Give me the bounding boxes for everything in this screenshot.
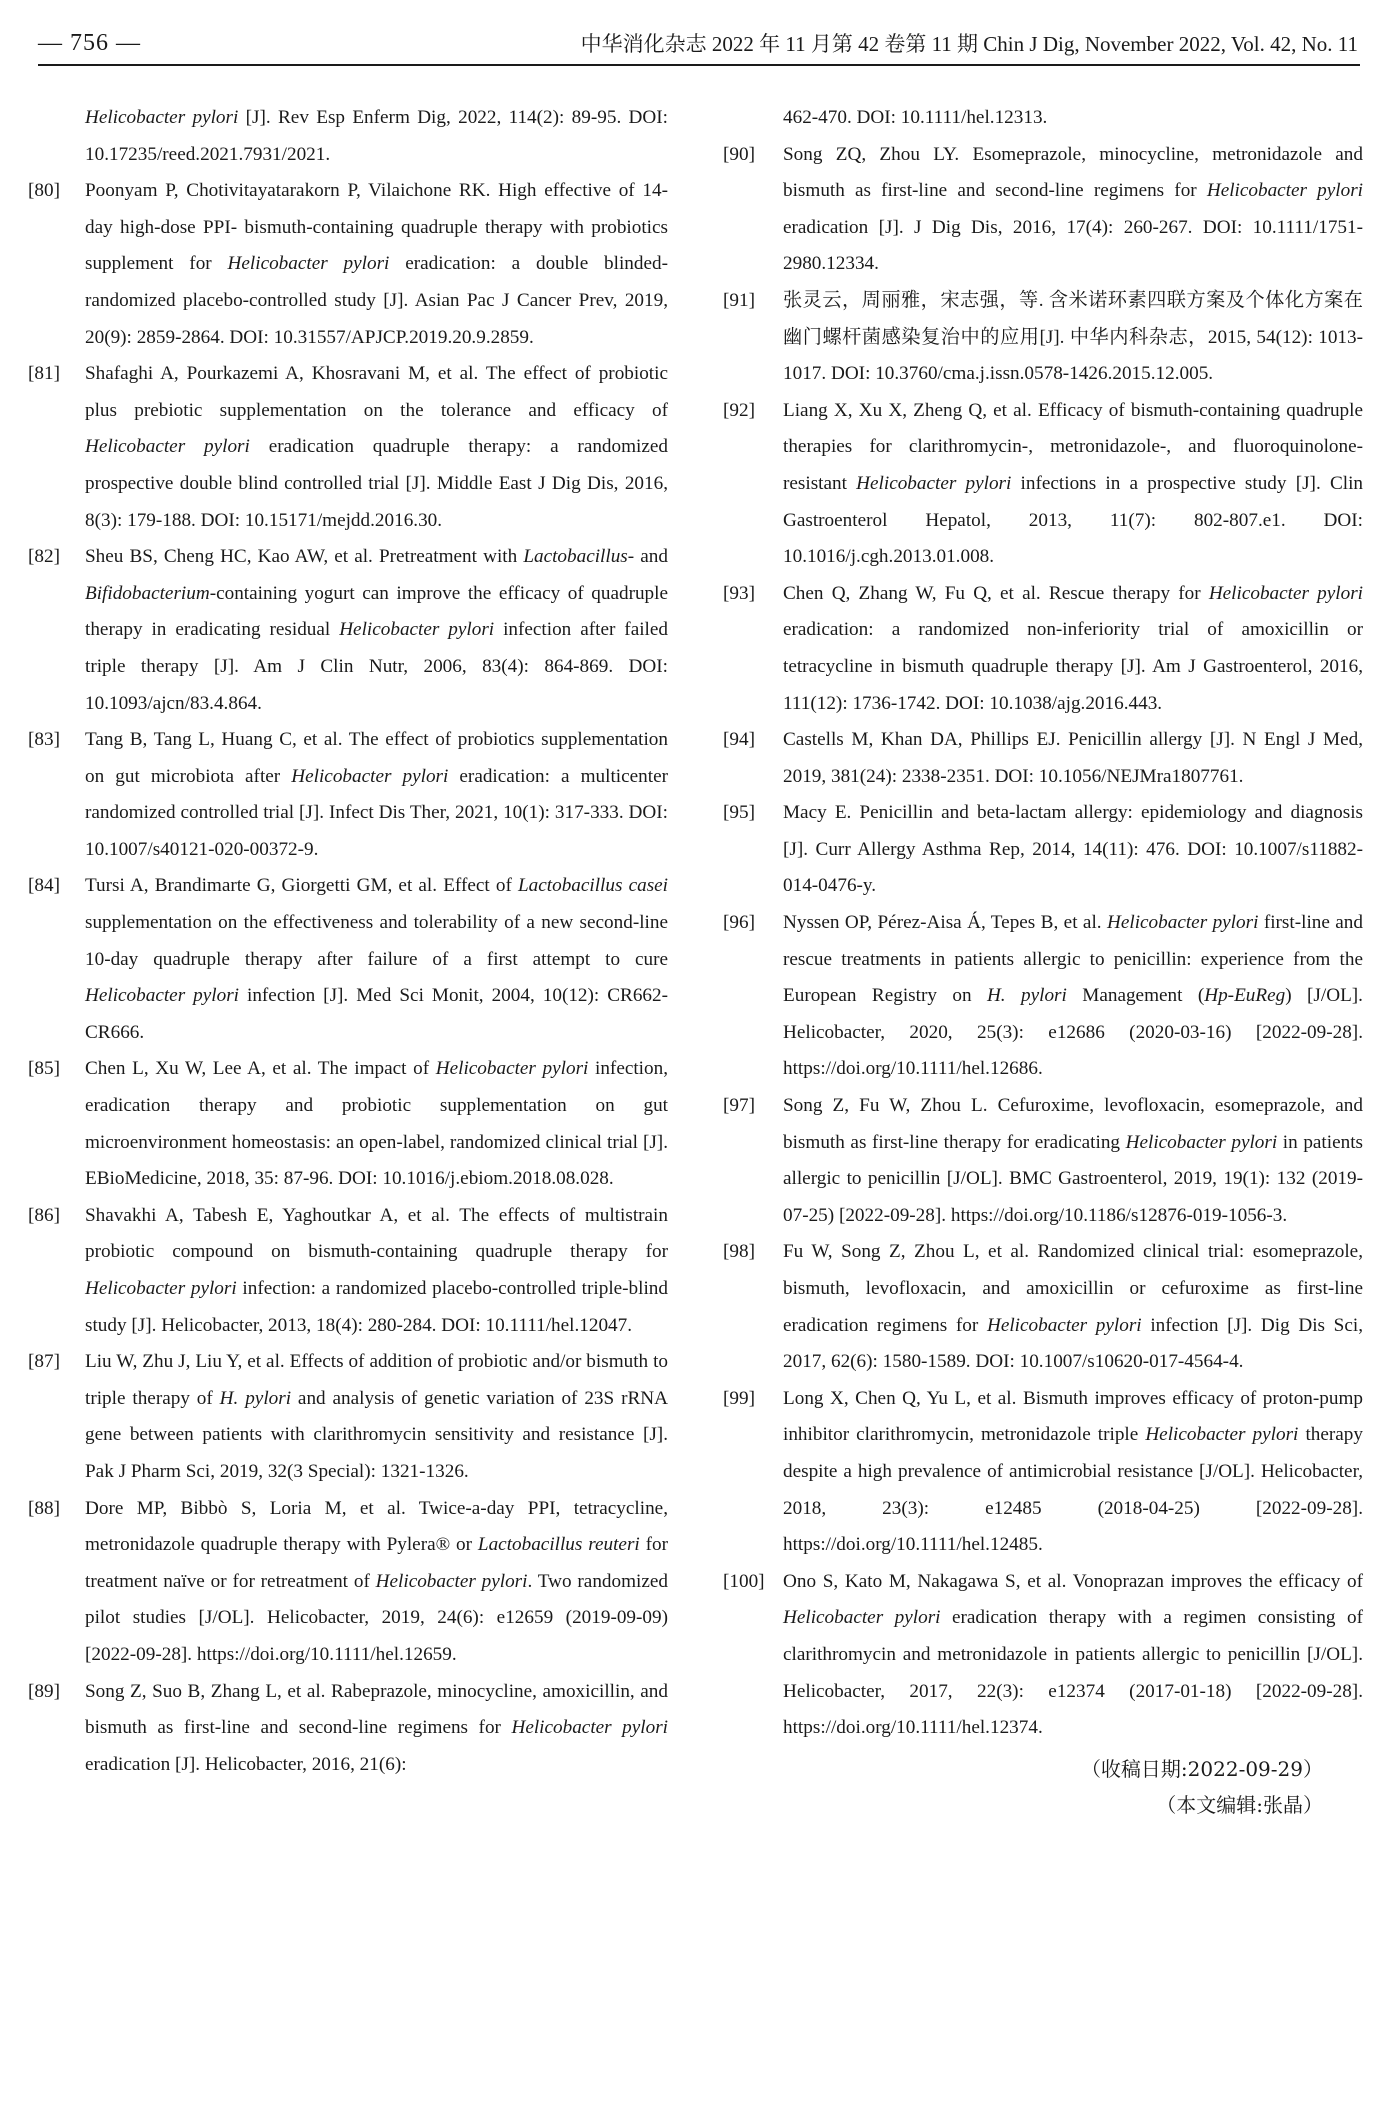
reference-text: Macy E. Penicillin and beta-lactam allergy: epidemiology and diagnosis [J]. Curr Allergy Asthma Rep, 2014, 14(11): 476. DOI: 10.1007/s11882-014-0476-y. [783,802,1363,897]
reference-entry [28,1198,668,1344]
reference-entry [28,868,668,1051]
reference-text: Dore MP, Bibbò S, Loria M, et al. Twice-a-day PPI, tetracycline, metronidazole quadruple therapy with Pylera® or Lactobacillus reuteri for treatment naïve or for retreatment of Helicobacter pylori. Two randomized pilot studies [J/OL]. Helicobacter, 2019, 24(6): e12659 (2019-09-09) [2022-09-28]. https://doi.org/10.1111/hel.12659. [85,1497,668,1665]
left-column [28,100,668,1783]
reference-text: Song Z, Suo B, Zhang L, et al. Rabeprazole, minocycline, amoxicillin, and bismuth as first-line and second-line regimens for Helicobacter pylori eradication [J]. Helicobacter, 2016, 21(6): [85,1680,668,1775]
reference-entry [723,283,1363,393]
reference-text: 462-470. DOI: 10.1111/hel.12313. [783,107,1048,128]
reference-text: Castells M, Khan DA, Phillips EJ. Penicillin allergy [J]. N Engl J Med, 2019, 381(24): 2338-2351. DOI: 10.1056/NEJMra1807761. [783,729,1363,787]
reference-text: Poonyam P, Chotivitayatarakorn P, Vilaichone RK. High effective of 14-day high-dose PPI- bismuth-containing quadruple therapy with probiotics supplement for Helicobacter pylori eradication: a double blinded-randomized placebo-controlled study [J]. Asian Pac J Cancer Prev, 2019, 20(9): 2859-2864. DOI: 10.31557/APJCP.2019.20.9.2859. [85,180,668,348]
reference-entry [723,1564,1363,1747]
page-number: — 756 — [38,30,141,56]
article-footer [1081,1751,1323,1823]
reference-number: [99] [723,1387,755,1409]
reference-entry [723,576,1363,722]
reference-text: Chen Q, Zhang W, Fu Q, et al. Rescue therapy for Helicobacter pylori eradication: a randomized non-inferiority trial of amoxicillin or tetracycline in bismuth quadruple therapy [J]. Am J Gastroenterol, 2016, 111(12): 1736-1742. DOI: 10.1038/ajg.2016.443. [783,582,1363,714]
reference-number: [83] [28,729,60,751]
reference-entry [723,905,1363,1088]
reference-number: [82] [28,546,60,568]
reference-number: [90] [723,143,755,165]
reference-text: Song Z, Fu W, Zhou L. Cefuroxime, levofloxacin, esomeprazole, and bismuth as first-line therapy for eradicating Helicobacter pylori in patients allergic to penicillin [J/OL]. BMC Gastroenterol, 2019, 19(1): 132 (2019-07-25) [2022-09-28]. https://doi.org/10.1186/s12876-019-1056-3. [783,1095,1363,1226]
reference-entry [28,173,668,356]
reference-entry [28,722,668,868]
reference-text: Nyssen OP, Pérez-Aisa Á, Tepes B, et al. Helicobacter pylori first-line and rescue treatments in patients allergic to penicillin: experience from the European Registry on H. pylori Management (Hp-EuReg) [J/OL]. Helicobacter, 2020, 25(3): e12686 (2020-03-16) [2022-09-28]. https://doi.org/10.1111/hel.12686. [783,912,1363,1080]
reference-continuation [723,100,1363,137]
reference-entry [28,539,668,722]
reference-text: Shafaghi A, Pourkazemi A, Khosravani M, et al. The effect of probiotic plus prebiotic supplementation on the tolerance and efficacy of Helicobacter pylori eradication quadruple therapy: a randomized prospective double blind controlled trial [J]. Middle East J Dig Dis, 2016, 8(3): 179-188. DOI: 10.15171/mejdd.2016.30. [85,363,669,531]
right-column [723,100,1363,1747]
reference-text: Tursi A, Brandimarte G, Giorgetti GM, et al. Effect of Lactobacillus casei supplementation on the effectiveness and tolerability of a new second-line 10-day quadruple therapy after failure of a first attempt to cure Helicobacter pylori infection [J]. Med Sci Monit, 2004, 10(12): CR662-CR666. [85,875,669,1043]
reference-text: Fu W, Song Z, Zhou L, et al. Randomized clinical trial: esomeprazole, bismuth, levofloxacin, and amoxicillin or cefuroxime as first-line eradication regimens for Helicobacter pylori infection [J]. Dig Dis Sci, 2017, 62(6): 1580-1589. DOI: 10.1007/s10620-017-4564-4. [783,1241,1363,1373]
reference-continuation [28,100,668,173]
reference-number: [87] [28,1351,60,1373]
reference-text: Helicobacter pylori [J]. Rev Esp Enferm Dig, 2022, 114(2): 89-95. DOI: 10.17235/reed.2021.7931/2021. [85,107,668,165]
reference-entry [723,1381,1363,1564]
reference-number: [81] [28,363,60,385]
reference-text: Song ZQ, Zhou LY. Esomeprazole, minocycline, metronidazole and bismuth as first-line and second-line regimens for Helicobacter pylori eradication [J]. J Dig Dis, 2016, 17(4): 260-267. DOI: 10.1111/1751-2980.12334. [783,143,1363,275]
reference-entry [28,1674,668,1784]
reference-number: [85] [28,1058,60,1080]
reference-entry [723,795,1363,905]
reference-entry [723,1234,1363,1380]
reference-text: Chen L, Xu W, Lee A, et al. The impact of Helicobacter pylori infection, eradication therapy and probiotic supplementation on gut microenvironment homeostasis: an open-label, randomized clinical trial [J]. EBioMedicine, 2018, 35: 87-96. DOI: 10.1016/j.ebiom.2018.08.028. [85,1058,668,1190]
reference-number: [89] [28,1680,60,1702]
reference-number: [86] [28,1204,60,1226]
reference-text: Sheu BS, Cheng HC, Kao AW, et al. Pretreatment with Lactobacillus- and Bifidobacterium-containing yogurt can improve the efficacy of quadruple therapy in eradicating residual Helicobacter pylori infection after failed triple therapy [J]. Am J Clin Nutr, 2006, 83(4): 864-869. DOI: 10.1093/ajcn/83.4.864. [85,546,668,714]
reference-number: [91] [723,289,755,311]
reference-text: Ono S, Kato M, Nakagawa S, et al. Vonoprazan improves the efficacy of Helicobacter pylori eradication therapy with a regimen consisting of clarithromycin and metronidazole in patients allergic to penicillin [J/OL]. Helicobacter, 2017, 22(3): e12374 (2017-01-18) [2022-09-28]. https://doi.org/10.1111/hel.12374. [783,1570,1364,1739]
reference-number: [97] [723,1095,755,1117]
reference-entry [28,1491,668,1674]
header-rule [38,64,1360,66]
journal-citation: 中华消化杂志 2022 年 11 月第 42 卷第 11 期 Chin J Dig, November 2022, Vol. 42, No. 11 [580,32,1358,56]
reference-number: [94] [723,729,755,751]
reference-entry [723,137,1363,283]
reference-text: Long X, Chen Q, Yu L, et al. Bismuth improves efficacy of proton-pump inhibitor clarithromycin, metronidazole triple Helicobacter pylori therapy despite a high prevalence of antimicrobial resistance [J/OL]. Helicobacter, 2018, 23(3): e12485 (2018-04-25) [2022-09-28]. https://doi.org/10.1111/hel.12485. [783,1387,1363,1556]
reference-number: [88] [28,1497,60,1519]
running-header [38,26,1358,66]
reference-entry [723,1088,1363,1234]
reference-entry [723,393,1363,576]
reference-number: [80] [28,180,60,202]
reference-text: Liang X, Xu X, Zheng Q, et al. Efficacy of bismuth-containing quadruple therapies for clarithromycin-, metronidazole-, and fluoroquinolone-resistant Helicobacter pylori infections in a prospective study [J]. Clin Gastroenterol Hepatol, 2013, 11(7): 802-807.e1. DOI: 10.1016/j.cgh.2013.01.008. [783,399,1363,568]
reference-text: Liu W, Zhu J, Liu Y, et al. Effects of addition of probiotic and/or bismuth to triple therapy of H. pylori and analysis of genetic variation of 23S rRNA gene between patients with clarithromycin sensitivity and resistance [J]. Pak J Pharm Sci, 2019, 32(3 Special): 1321-1326. [85,1351,668,1482]
reference-text: Tang B, Tang L, Huang C, et al. The effect of probiotics supplementation on gut microbiota after Helicobacter pylori eradication: a multicenter randomized controlled trial [J]. Infect Dis Ther, 2021, 10(1): 317-333. DOI: 10.1007/s40121-020-00372-9. [85,729,669,860]
reference-number: [93] [723,582,755,604]
reference-text: Shavakhi A, Tabesh E, Yaghoutkar A, et al. The effects of multistrain probiotic compound on bismuth-containing quadruple therapy for Helicobacter pylori infection: a randomized placebo-controlled triple-blind study [J]. Helicobacter, 2013, 18(4): 280-284. DOI: 10.1111/hel.12047. [85,1204,668,1336]
reference-entry [28,356,668,539]
reference-entry [28,1051,668,1197]
reference-entry [28,1344,668,1490]
reference-text: 张灵云，周丽雅，宋志强，等. 含米诺环素四联方案及个体化方案在幽门螺杆菌感染复治中的应用[J]. 中华内科杂志，2015, 54(12): 1013-1017. DOI: 10.3760/cma.j.issn.0578-1426.2015.12.005. [783,289,1363,385]
editor-credit: （本文编辑:张晶） [1156,1793,1323,1817]
reference-number: [84] [28,875,60,897]
reference-entry [723,722,1363,795]
reference-number: [98] [723,1241,755,1263]
reference-number: [92] [723,399,755,421]
reference-number: [96] [723,912,755,934]
reference-number: [95] [723,802,755,824]
received-date: （收稿日期:2022-09-29） [1080,1757,1323,1781]
reference-number: [100] [723,1570,765,1592]
